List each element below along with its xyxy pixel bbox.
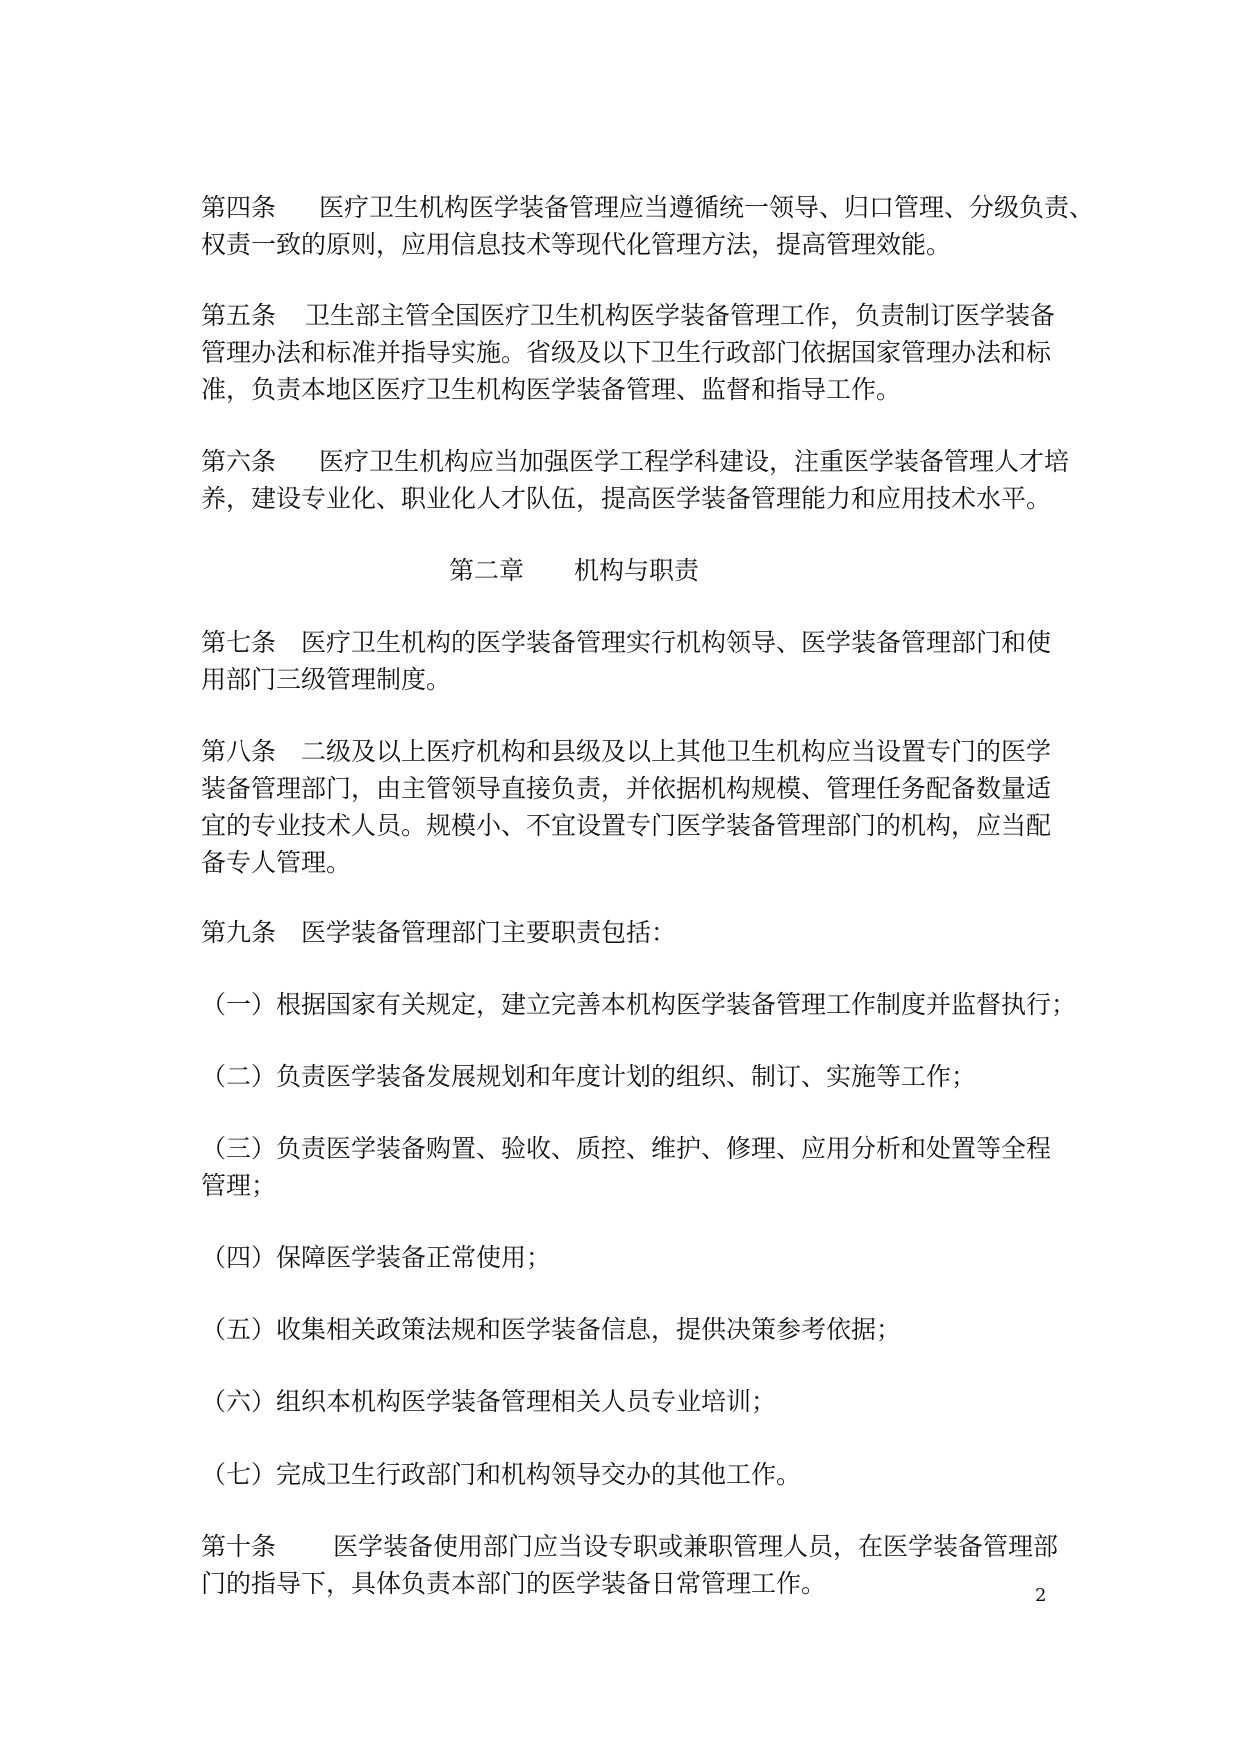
article-6-label: 第六条	[201, 447, 277, 476]
article-6	[201, 443, 1070, 517]
duty-label-1: （一）	[201, 990, 277, 1019]
article-7-line-1	[201, 624, 1061, 661]
article-8-text-4: 备专人管理。	[201, 848, 352, 877]
article-6-text-1: 医疗卫生机构应当加强医学工程学科建设，注重医学装备管理人才培	[319, 447, 1070, 476]
article-10-label: 第十条	[201, 1532, 277, 1561]
duty-label-7: （七）	[201, 1460, 277, 1489]
article-5-label: 第五条	[201, 301, 277, 330]
article-4	[201, 189, 1095, 263]
duty-label-3: （三）	[201, 1134, 277, 1163]
duty-text-5: 收集相关政策法规和医学装备信息，提供决策参考依据；	[276, 1315, 902, 1344]
article-4-line-1	[201, 189, 1095, 226]
duty-text-4: 保障医学装备正常使用；	[276, 1243, 552, 1272]
article-10-text-1: 医学装备使用部门应当设专职或兼职管理人员，在医学装备管理部	[333, 1532, 1059, 1561]
duty-text-3: 负责医学装备购置、验收、质控、维护、修理、应用分析和处置等全程	[276, 1134, 1052, 1163]
article-10	[201, 1528, 1061, 1602]
article-5-text-1: 卫生部主管全国医疗卫生机构医学装备管理工作，负责制订医学装备	[305, 301, 1056, 330]
article-7-text-1: 医疗卫生机构的医学装备管理实行机构领导、医学装备管理部门和使	[301, 628, 1052, 657]
article-6-text-2: 养，建设专业化、职业化人才队伍，提高医学装备管理能力和应用技术水平。	[201, 484, 1052, 513]
duty-item-2	[201, 1058, 1061, 1095]
article-6-line-1	[201, 443, 1070, 480]
article-8-line-1	[201, 733, 1061, 770]
duty-item-3	[201, 1130, 1061, 1204]
duty-text-2: 负责医学装备发展规划和年度计划的组织、制订、实施等工作；	[276, 1062, 977, 1091]
duty-item-5	[201, 1311, 1061, 1348]
article-5-text-3: 准，负责本地区医疗卫生机构医学装备管理、监督和指导工作。	[201, 375, 902, 404]
duty-label-5: （五）	[201, 1315, 277, 1344]
article-5-text-2: 管理办法和标准并指导实施。省级及以下卫生行政部门依据国家管理办法和标	[201, 338, 1052, 367]
duty-item-6	[201, 1383, 1061, 1420]
chapter-number: 第二章	[449, 556, 525, 585]
article-4-label: 第四条	[201, 193, 277, 222]
duty-label-4: （四）	[201, 1243, 277, 1272]
article-5	[201, 297, 1061, 408]
article-10-text-2: 门的指导下，具体负责本部门的医学装备日常管理工作。	[201, 1569, 827, 1598]
article-7	[201, 624, 1061, 698]
article-7-label: 第七条	[201, 628, 277, 657]
article-8-text-2: 装备管理部门，由主管领导直接负责，并依据机构规模、管理任务配备数量适	[201, 774, 1052, 803]
article-8-text-3: 宜的专业技术人员。规模小、不宜设置专门医学装备管理部门的机构，应当配	[201, 811, 1052, 840]
chapter-title: 机构与职责	[574, 556, 700, 585]
article-7-text-2: 用部门三级管理制度。	[201, 665, 452, 694]
page-number: 2	[1035, 1585, 1047, 1606]
chapter-heading	[449, 552, 699, 589]
article-9	[201, 914, 1061, 951]
article-8-text-1: 二级及以上医疗机构和县级及以上其他卫生机构应当设置专门的医学	[301, 737, 1052, 766]
article-5-line-1	[201, 297, 1061, 334]
article-10-line-1	[201, 1528, 1061, 1565]
duty-item-1	[201, 986, 1077, 1023]
article-4-text-1: 医疗卫生机构医学装备管理应当遵循统一领导、归口管理、分级负责、	[319, 193, 1095, 222]
duty-item-7	[201, 1456, 1061, 1493]
article-9-line-1	[201, 914, 1061, 951]
article-9-text-1: 医学装备管理部门主要职责包括：	[301, 918, 677, 947]
duty-label-6: （六）	[201, 1387, 277, 1416]
duty-text-3-cont: 管理；	[201, 1171, 277, 1200]
duty-text-7: 完成卫生行政部门和机构领导交办的其他工作。	[276, 1460, 802, 1489]
duty-text-1: 根据国家有关规定，建立完善本机构医学装备管理工作制度并监督执行；	[276, 990, 1077, 1019]
article-8	[201, 733, 1061, 881]
duty-label-2: （二）	[201, 1062, 277, 1091]
article-9-label: 第九条	[201, 918, 277, 947]
article-4-text-2: 权责一致的原则，应用信息技术等现代化管理方法，提高管理效能。	[201, 230, 952, 259]
article-8-label: 第八条	[201, 737, 277, 766]
duty-item-4	[201, 1239, 1061, 1276]
duty-text-6: 组织本机构医学装备管理相关人员专业培训；	[276, 1387, 777, 1416]
